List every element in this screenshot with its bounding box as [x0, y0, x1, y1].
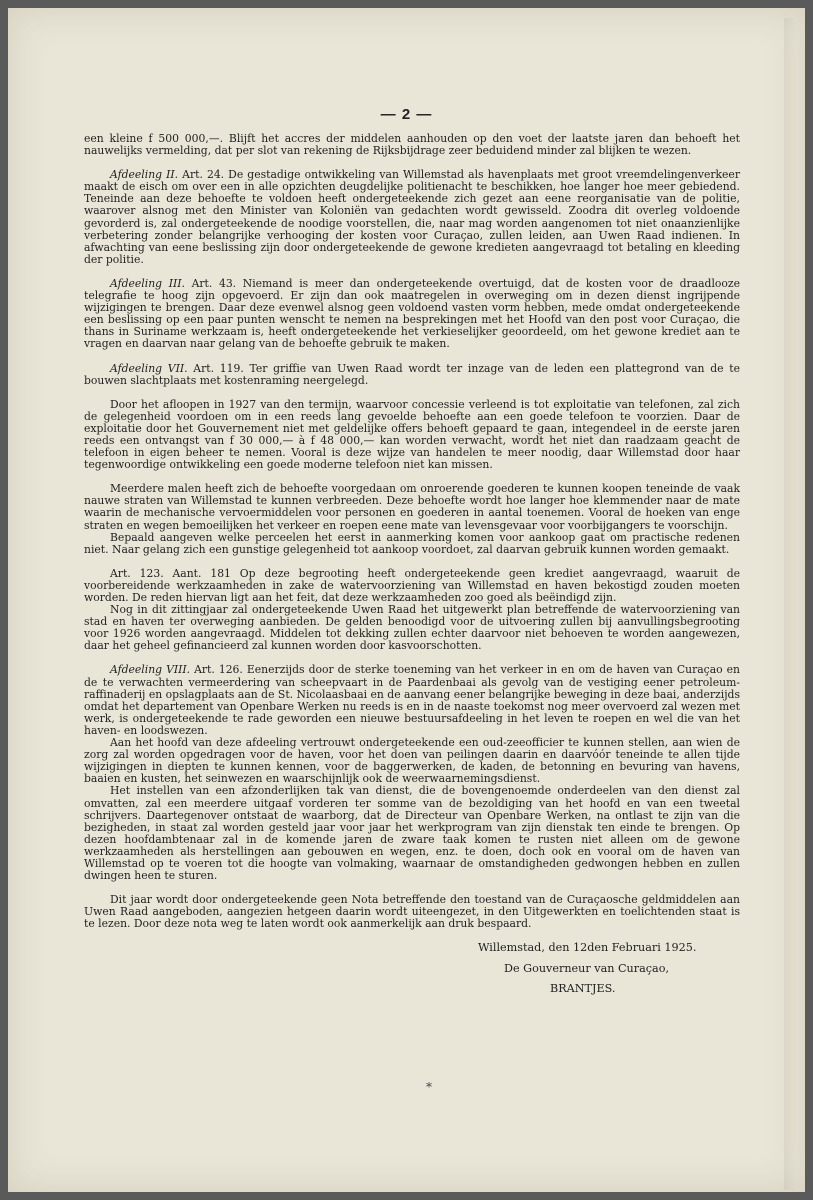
paragraph-afdeeling-vii: Afdeeling VII. Art. 119. Ter griffie van Uwen Raad wordt ter inzage van de leden een plattegrond van de te bouwen slachtplaats met kostenraming neergelegd.: [84, 361, 740, 387]
document-page: [8, 8, 805, 1192]
paragraph-hoofd-afdeeling: Aan het hoofd van deze afdeeling vertrouwt ondergeteekende een oud-zeeofficier te kunnen stellen, aan wien de zorg zal worden opgedragen voor de haven, voor het doen van peilingen daarin en daarvóór teneinde te allen tijde wijzigingen in diepten te kunnen kennen, voor de baggerwerken, de kaden, de betonning en bevuring van havens, baaien en kusten, het seinwezen en waarschijnlijk ook de weerwaarnemingsdienst.: [84, 736, 740, 786]
paragraph-nota: Dit jaar wordt door ondergeteekende geen Nota betreffende den toestand van de Curaçaosche geldmiddelen aan Uwen Raad aangeboden, aangezien hetgeen daarin wordt uiteengezet, in den Uitgewerkten en toelichtenden staat is te lezen. Door deze nota weg te laten wordt ook aanmerkelijk aan druk bespaard.: [84, 893, 740, 931]
document-body: [84, 133, 740, 995]
paragraph-watervoorziening: Nog in dit zittingjaar zal ondergeteekende Uwen Raad het uitgewerkt plan betreffende de watervoorziening van stad en haven ter overweging aanbieden. De gelden benoodigd voor de uitvoering zullen bij aanvullingsbegrooting voor 1926 worden aangevraagd. Middelen tot dekking zullen echter daarvoor niet behoeven te worden aangewezen, daar het geheel gefinancieerd zal kunnen worden door kasvoorschotten.: [84, 603, 740, 653]
section-label: Afdeeling VIII.: [110, 663, 191, 677]
place-date: Willemstad, den 12den Februari 1925.: [478, 941, 697, 955]
paragraph-tak-van-dienst: Het instellen van een afzonderlijken tak van dienst, die de bovengenoemde onderdeelen van den dienst zal omvatten, zal een meerdere uitgaaf vorderen ter somme van de bezoldiging van het hoofd en van een tweetal schrijvers. Daartegenover ontstaat de waarborg, dat de Directeur van Openbare Werken, na ontlast te zijn van die bezigheden, in staat zal worden gesteld jaar voor jaar het werkprogram van zijn dienstak ten einde te brengen. Op dezen hoofdambtenaar zal in de komende jaren de zware taak komen te rusten niet alleen om de gewone werkzaamheden als herstellingen aan gebouwen en wegen, enz. te doen, doch ook en vooral om de haven van Willemstad op te voeren tot die hoogte van volmaking, waarnaar de omstandigheden gedwongen hebben en zullen dwingen heen te sturen.: [84, 784, 740, 883]
page-number: — 2 —: [380, 106, 433, 123]
printer-mark: *: [426, 1080, 432, 1094]
signatory-title: De Gouverneur van Curaçao,: [504, 961, 670, 975]
paragraph-art-123: Art. 123. Aant. 181 Op deze begrooting heeft ondergeteekende geen krediet aangevraagd, waaruit de voorbereidende werkzaamheden in zake de watervoorziening van Willemstad en haven bekostigd zouden moeten worden. De reden hiervan ligt aan het feit, dat deze werkzaamheden zoo goed als beëindigd zijn.: [84, 566, 740, 604]
page-edge-shadow: [784, 18, 796, 1190]
section-label: Afdeeling II.: [110, 168, 179, 182]
paragraph-perceelen: Bepaald aangeven welke perceelen het eerst in aanmerking komen voor aankoop gaat om practische redenen niet. Naar gelang zich een gunstige gelegenheid tot aankoop voordoet, zal daarvan gebruik kunnen worden gemaakt.: [84, 530, 740, 556]
closing-block: [84, 942, 740, 994]
paragraph-telefoon: Door het afloopen in 1927 van den termijn, waarvoor concessie verleend is tot exploitatie van telefonen, zal zich de gelegenheid voordoen om in een reeds lang gevoelde behoefte aan een goede telefoon te voorzien. Daar de exploitatie door het Gouvernement niet met geldelijke offers behoeft gepaard te gaan, integendeel in de eerste jaren reeds een ontvangst van f 30 000,— à f 48 000,— kan worden verwacht, wordt het niet dan raadzaam geacht de telefoon in eigen beheer te nemen. Vooral is deze wijze van handelen te meer noodig, daar Willemstad door haar tegenwoordige ontwikkeling een goede moderne telefoon niet kan missen.: [84, 397, 740, 472]
paragraph-onroerende-goederen: Meerdere malen heeft zich de behoefte voorgedaan om onroerende goederen te kunnen koopen teneinde de vaak nauwe straten van Willemstad te kunnen verbreeden. Deze behoefte wordt hoe langer hoe klemmender naar de mate waarin de mechanische vervoermiddelen voor personen en goederen in aantal toenemen. Vooral de hoeken van enge straten en wegen bemoeilijken het verkeer en roepen eene mate van levensgevaar voor voorbijgangers te voorschijn.: [84, 482, 740, 532]
signature-name: BRANTJES.: [550, 981, 616, 995]
paragraph-afdeeling-ii: Afdeeling II. Art. 24. De gestadige ontwikkeling van Willemstad als havenplaats met groot vreemdelingenverkeer maakt de eisch om over een in alle opzichten deugdelijke politienacht te beschikken, hoe langer hoe meer gebiedend. Teneinde aan deze behoefte te voldoen heeft ondergeteekende zich gezet aan eene reorganisatie van de politie, waarover alsnog met den Minister van Koloniën van gedachten wordt gewisseld. Zoodra dit overleg voldoende gevorderd is, zal ondergeteekende de noodige voorstellen, die, naar mag worden aangenomen tot niet onaanzienlijke verbetering zonder belangrijke verhooging der kosten voor Curaçao, zullen leiden, aan Uwen Raad indienen. In afwachting van eene beslissing zijn door ondergeteekende de gewone kredieten aangevraagd tot betaling en kleeding der politie.: [84, 168, 740, 266]
paragraph-afdeeling-iii: Afdeeling III. Art. 43. Niemand is meer dan ondergeteekende overtuigd, dat de kosten voor de draadlooze telegrafie te hoog zijn opgevoerd. Er zijn dan ook maatregelen in overweging om in dezen dienst ingrijpende wijzigingen te brengen. Daar deze evenwel alsnog geen voldoend vasten vorm hebben, mede omdat ondergeteekende een beslissing op een paar punten wenscht te nemen na besprekingen met het Hoofd van den post voor Curaçao, die thans in Suriname werkzaam is, heeft ondergeteekende het verkieselijker geoordeeld, om het gewone krediet aan te vragen en daarvan naar gelang van de behoefte gebruik te maken.: [84, 276, 740, 351]
section-label: Afdeeling III.: [110, 276, 185, 290]
paragraph-afdeeling-viii: Afdeeling VIII. Art. 126. Eenerzijds door de sterke toeneming van het verkeer in en om de haven van Curaçao en de te verwachten vermeerdering van scheepvaart in de Paardenbaai als gevolg van de vestiging eener petroleum-raffinaderij en opslagplaats aan de St. Nicolaasbaai en de aanvang eener belangrijke beweging in deze baai, anderzijds omdat het departement van Openbare Werken nu reeds is en in de naaste toekomst nog meer overvoerd zal wezen met werk, is ondergeteekende te rade geworden een nieuwe bestuursafdeeling in het leven te roepen en wel die van het haven- en loodswezen.: [84, 663, 740, 737]
section-label: Afdeeling VII.: [110, 361, 188, 375]
paragraph: een kleine f 500 000,—. Blijft het accres der middelen aanhouden op den voet der laatste jaren dan behoeft het nauwelijks vermelding, dat per slot van rekening de Rijksbijdrage zeer beduidend minder zal blijken te wezen.: [84, 132, 740, 158]
